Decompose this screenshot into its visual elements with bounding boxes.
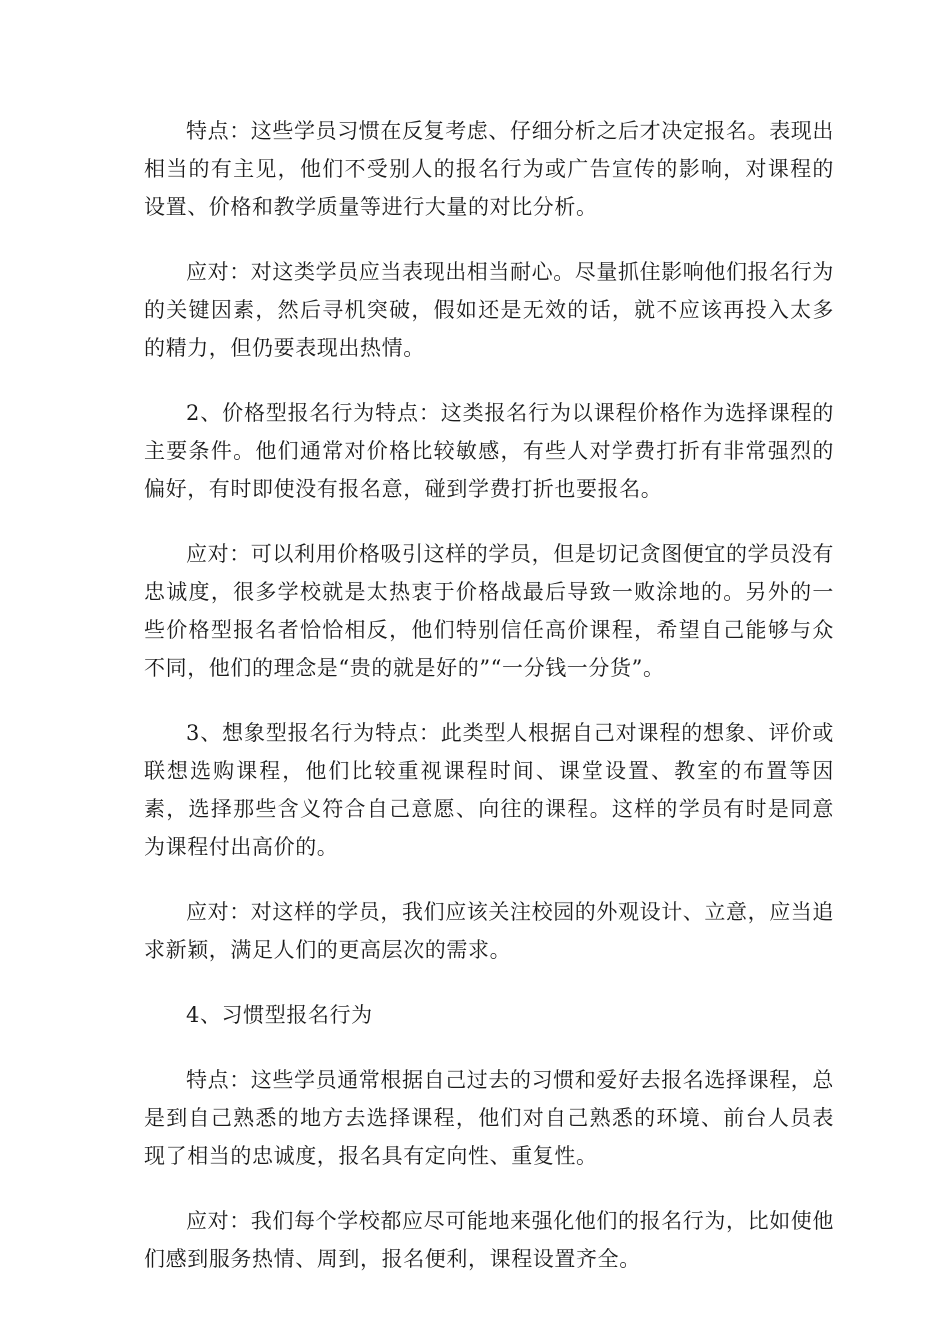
heading-habit-type: 4、习惯型报名行为 xyxy=(186,1003,373,1027)
paragraph-deliberate-response: 应对：对这类学员应当表现出相当耐心。尽量抓住影响他们报名行为的关键因素，然后寻机突破，假如还是无效的话，就不应该再投入太多的精力，但仍要表现出热情。 xyxy=(144,260,834,360)
paragraph-imagination-response: 应对：对这样的学员，我们应该关注校园的外观设计、立意，应当追求新颖，满足人们的更高层次的需求。 xyxy=(144,900,834,962)
paragraph-price-type: 2、价格型报名行为特点：这类报名行为以课程价格作为选择课程的主要条件。他们通常对价格比较敏感，有些人对学费打折有非常强烈的偏好，有时即使没有报名意，碰到学费打折也要报名。 xyxy=(144,401,834,501)
paragraph-deliberate-traits: 特点：这些学员习惯在反复考虑、仔细分析之后才决定报名。表现出相当的有主见，他们不受别人的报名行为或广告宣传的影响，对课程的设置、价格和教学质量等进行大量的对比分析。 xyxy=(144,119,834,219)
document-page xyxy=(144,112,834,1305)
paragraph-price-response: 应对：可以利用价格吸引这样的学员，但是切记贪图便宜的学员没有忠诚度，很多学校就是太热衷于价格战最后导致一败涂地的。另外的一些价格型报名者恰恰相反，他们特别信任高价课程，希望自己能够与众不同，他们的理念是“贵的就是好的”“一分钱一分货”。 xyxy=(144,542,834,680)
paragraph-habit-traits: 特点：这些学员通常根据自己过去的习惯和爱好去报名选择课程，总是到自己熟悉的地方去选择课程，他们对自己熟悉的环境、前台人员表现了相当的忠诚度，报名具有定向性、重复性。 xyxy=(144,1068,834,1168)
paragraph-habit-response: 应对：我们每个学校都应尽可能地来强化他们的报名行为，比如使他们感到服务热情、周到，报名便利，课程设置齐全。 xyxy=(144,1209,834,1271)
paragraph-imagination-type: 3、想象型报名行为特点：此类型人根据自己对课程的想象、评价或联想选购课程，他们比较重视课程时间、课堂设置、教室的布置等因素，选择那些含义符合自己意愿、向往的课程。这样的学员有时是同意为课程付出高价的。 xyxy=(144,721,834,859)
